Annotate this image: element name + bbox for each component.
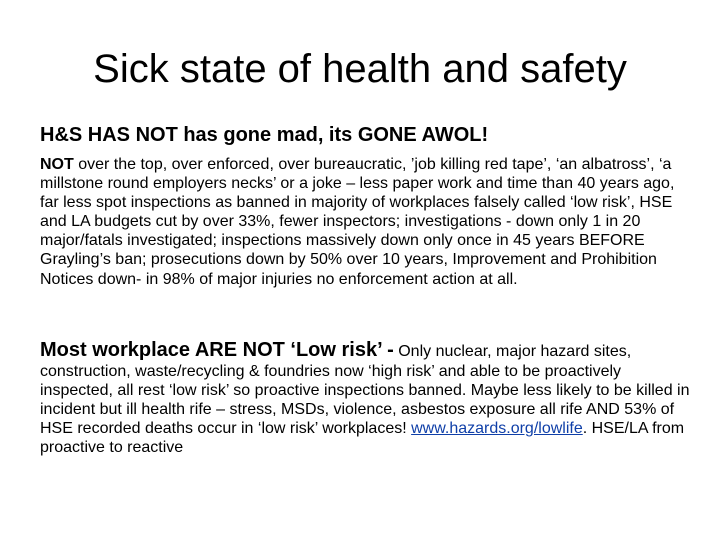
hazards-link[interactable]: www.hazards.org/lowlife xyxy=(411,420,583,438)
paragraph-lead: NOT xyxy=(40,156,74,173)
paragraph-lead: Most workplace ARE NOT ‘Low risk’ - xyxy=(40,339,394,361)
slide-title: Sick state of health and safety xyxy=(93,47,627,91)
paragraph-body: over the top, over enforced, over bureaucratic, ’job killing red tape’, ‘an albatross’, ‘a millstone round employers necks’ or a joke – less paper work and time than 40 years ago, far less spot inspections as banned in majority of workplaces falsely called ‘low risk’, HSE and LA budgets cut by over 33%, fewer inspectors; investigations - down only 1 in 20 major/fatals investigated; inspections massively down only once in 45 years BEFORE Grayling’s ban; prosecutions down by 50% over 10 years, Improvement and Prohibition Notices down- in 98% of major injuries no enforcement action at all. xyxy=(40,156,675,288)
paragraph-body: Only nuclear, major hazard sites, construction, waste/recycling & foundries now ‘high risk’ and able to be proactively inspected, all rest ‘low risk’ so proactive inspections banned. Maybe less likely to be killed in incident but ill health rife – stress, MSDs, violence, asbestos exposure all rife AND 53% of HSE recorded deaths occur in ‘low risk’ workplaces! xyxy=(40,343,690,438)
paragraph-low-risk xyxy=(40,338,690,457)
paragraph-not-over-the-top xyxy=(40,155,690,289)
paragraph-tail: . HSE/LA from proactive to reactive xyxy=(40,420,685,457)
headline: H&S HAS NOT has gone mad, its GONE AWOL! xyxy=(40,124,489,146)
